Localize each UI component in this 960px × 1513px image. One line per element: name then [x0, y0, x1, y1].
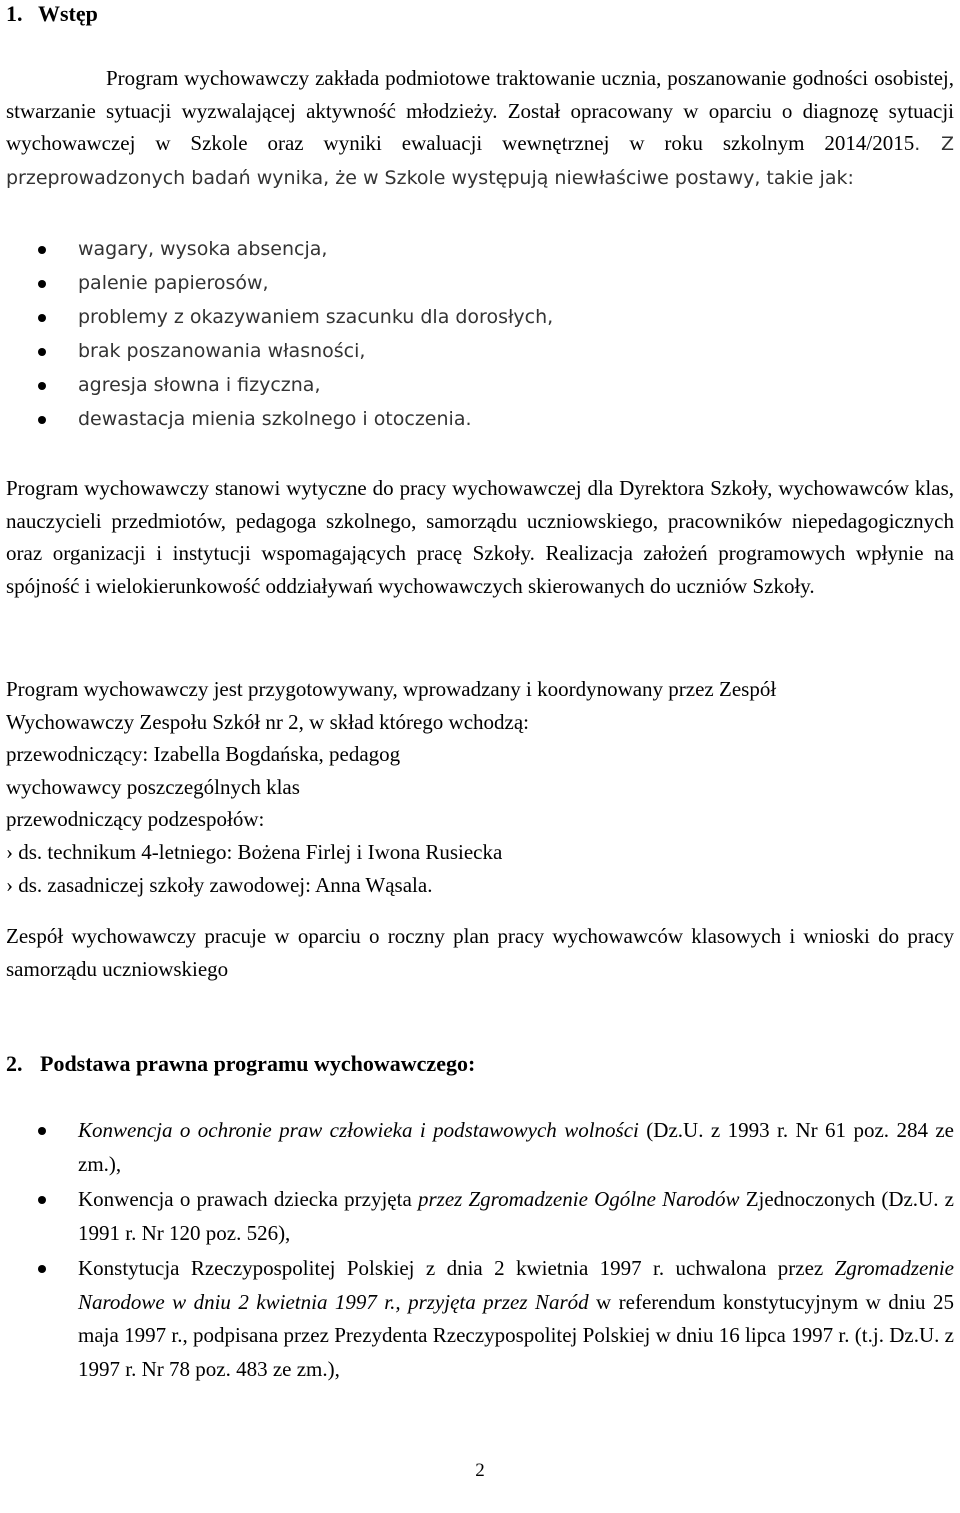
team-line: przewodniczący podzespołów: — [6, 807, 265, 832]
team-line: › ds. zasadniczej szkoły zawodowej: Anna Wąsala. — [6, 872, 433, 897]
bullet-icon — [38, 348, 46, 356]
team-line: Program wychowawczy jest przygotowywany, wprowadzany i koordynowany przez Zespół — [6, 677, 777, 701]
list-item: Konwencja o ochronie praw człowieka i podstawowych wolności (Dz.U. z 1993 r. Nr 61 poz. 284 ze zm.), — [0, 1114, 960, 1181]
section-1-title: Wstęp — [38, 1, 98, 26]
team-work-paragraph: Zespół wychowawczy pracuje w oparciu o roczny plan pracy wychowawców klasowych i wnioski do pracy samorządu uczniowskiego — [6, 924, 954, 981]
bullet-icon — [38, 246, 46, 254]
bullet-icon — [38, 1127, 46, 1135]
bullet-icon — [38, 1196, 46, 1204]
team-composition — [6, 673, 954, 901]
bullet-icon — [38, 1265, 46, 1273]
intro-paragraph — [6, 62, 954, 194]
legal-basis-list — [0, 1114, 960, 1386]
team-line: wychowawcy poszczególnych klas — [6, 774, 300, 799]
bullet-icon — [38, 416, 46, 424]
list-item: dewastacja mienia szkolnego i otoczenia. — [0, 403, 960, 437]
team-line: › ds. technikum 4-letniego: Bożena Firlej i Iwona Rusiecka — [6, 839, 503, 864]
list-item: problemy z okazywaniem szacunku dla dorosłych, — [0, 301, 960, 335]
section-2-heading — [6, 1050, 475, 1078]
intro-sans-text: . Z przeprowadzonych badań wynika, że w Szkole występują niewłaściwe postawy, takie jak: — [6, 133, 954, 189]
list-item: wagary, wysoka absencja, — [0, 233, 960, 267]
list-item: palenie papierosów, — [0, 267, 960, 301]
section-2-number: 2. — [6, 1051, 23, 1076]
list-item: Konstytucja Rzeczypospolitej Polskiej z dnia 2 kwietnia 1997 r. uchwalona przez Zgromadzenie Narodowe w dniu 2 kwietnia 1997 r., przyjęta przez Naród w referendum konstytucyjnym w dniu 25 maja 1997 r., podpisana przez Prezydenta Rzeczypospolitej Polskiej w dniu 16 lipca 1997 r. (t.j. Dz.U. z 1997 r. Nr 78 poz. 483 ze zm.), — [0, 1252, 960, 1386]
list-item: agresja słowna i fizyczna, — [0, 369, 960, 403]
bullet-icon — [38, 314, 46, 322]
bullet-icon — [38, 280, 46, 288]
team-line: przewodniczący: Izabella Bogdańska, pedagog — [6, 742, 401, 767]
page-number: 2 — [475, 1460, 485, 1481]
issues-list — [0, 233, 960, 436]
list-item: brak poszanowania własności, — [0, 335, 960, 369]
bullet-icon — [38, 382, 46, 390]
intro-serif-text: Program wychowawczy zakłada podmiotowe traktowanie ucznia, poszanowanie godności osobistej, stwarzanie sytuacji wyzwalającej aktywność młodzieży. Został opracowany w oparciu o diagnozę sytuacji wychowawczej w Szkole oraz wyniki ewaluacji wewnętrznej w roku szkolnym 2014/2015 — [6, 66, 954, 155]
section-2-title: Podstawa prawna programu wychowawczego: — [40, 1051, 476, 1076]
section-1-number: 1. — [6, 1, 23, 26]
section-1-heading — [6, 0, 98, 28]
team-line: Wychowawczy Zespołu Szkół nr 2, w skład którego wchodzą: — [6, 709, 530, 734]
list-item: Konwencja o prawach dziecka przyjęta przez Zgromadzenie Ogólne Narodów Zjednoczonych (Dz.U. z 1991 r. Nr 120 poz. 526), — [0, 1183, 960, 1250]
guidelines-paragraph: Program wychowawczy stanowi wytyczne do pracy wychowawczej dla Dyrektora Szkoły, wychowawców klas, nauczycieli przedmiotów, pedagoga szkolnego, samorządu uczniowskiego, pracowników niepedagogicznych oraz organizacji i instytucji wspomagających pracę Szkoły. Realizacja założeń programowych wpłynie na spójność i wielokierunkowość oddziaływań wychowawczych skierowanych do uczniów Szkoły. — [6, 476, 954, 598]
